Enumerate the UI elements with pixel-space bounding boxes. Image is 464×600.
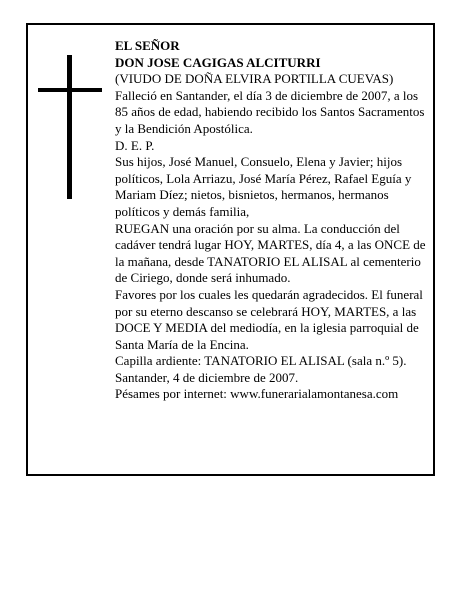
death-paragraph: Falleció en Santander, el día 3 de diciembre de 2007, a los 85 años de edad, habiendo recibido los Santos Sacramentos y la Bendición Apostólica. <box>115 87 425 136</box>
widower-line: (VIUDO DE DOÑA ELVIRA PORTILLA CUEVAS) <box>115 71 394 87</box>
title-line-1: EL SEÑOR <box>115 38 180 53</box>
cross-horizontal-bar <box>38 88 102 92</box>
obituary-text <box>115 38 427 403</box>
funeral-paragraph: Favores por los cuales les quedarán agradecidos. El funeral por su eterno descanso se celebrará HOY, MARTES, a las DOCE Y MEDIA del mediodía, en la iglesia parroquial de Santa María de la Encina. <box>115 286 423 352</box>
request-paragraph: RUEGAN una oración por su alma. La conducción del cadáver tendrá lugar HOY, MARTES, día 4, a las ONCE de la mañana, desde TANATORIO EL ALISAL al cementerio de Ciriego, donde será inhumado. <box>115 220 426 286</box>
family-paragraph: Sus hijos, José Manuel, Consuelo, Elena y Javier; hijos políticos, Lola Arriazu, José María Pérez, Rafael Eguía y Mariam Díez; nietos, bisnietos, hermanos, hermanos políticos y demás familia, <box>115 154 412 219</box>
chapel-paragraph: Capilla ardiente: TANATORIO EL ALISAL (sala n.º 5). <box>115 353 407 369</box>
condolences-line: Pésames por internet: www.funerarialamontanesa.com <box>115 386 399 402</box>
dep-line: D. E. P. <box>115 137 155 153</box>
place-date: Santander, 4 de diciembre de 2007. <box>115 369 299 385</box>
deceased-name: DON JOSE CAGIGAS ALCITURRI <box>115 54 321 70</box>
cross-vertical-bar <box>67 55 72 199</box>
obituary-notice <box>26 23 435 476</box>
latin-cross-icon <box>38 55 102 199</box>
